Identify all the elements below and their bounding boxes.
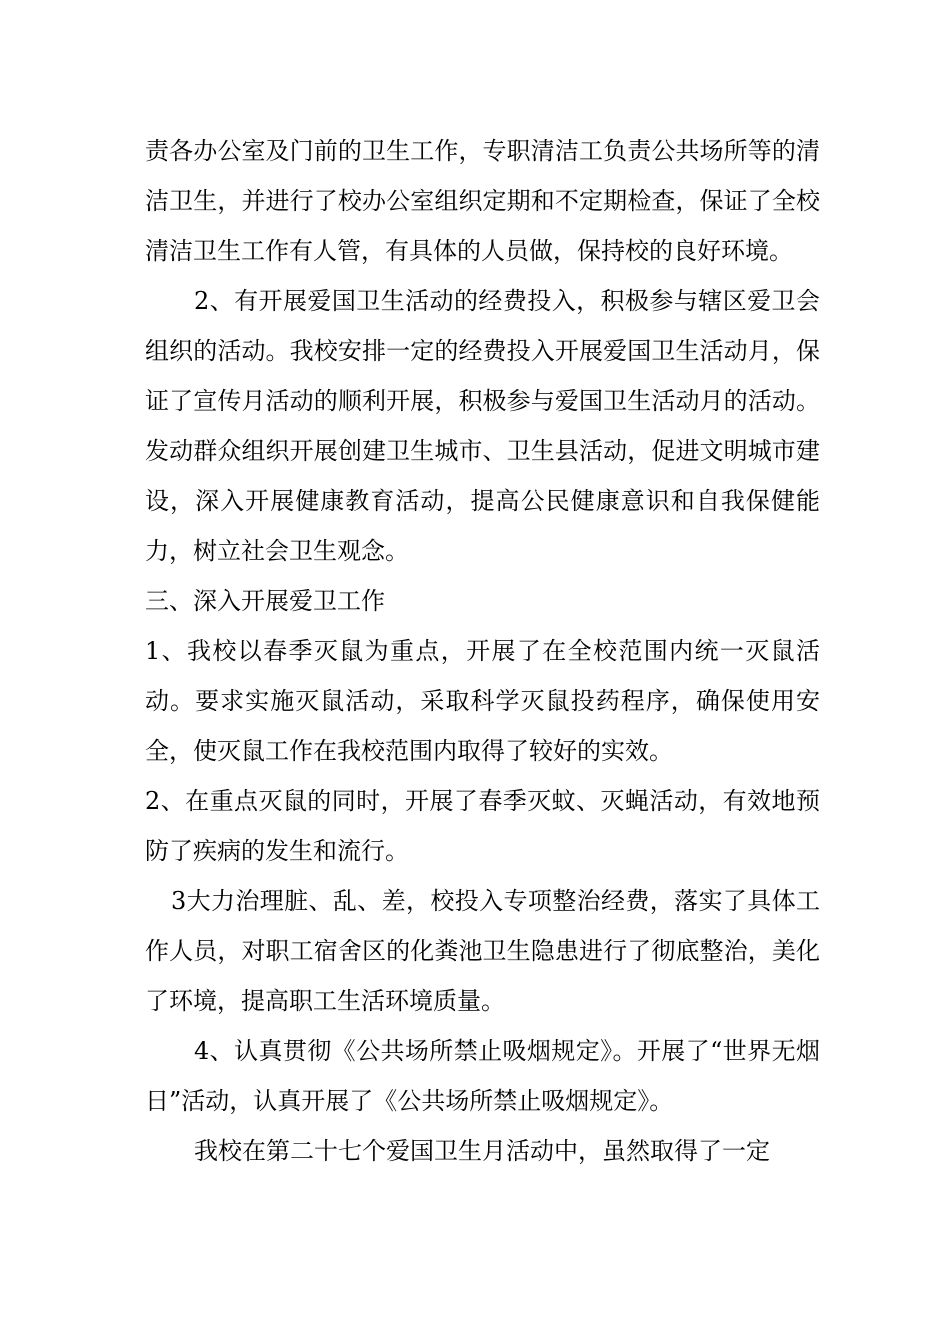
paragraph-cleaning-duties: 责各办公室及门前的卫生工作，专职清洁工负责公共场所等的清洁卫生，并进行了校办公室组织定期和不定期检查，保证了全校清洁卫生工作有人管，有具体的人员做，保持校的良好环境。	[145, 137, 820, 265]
document-body	[145, 126, 820, 1176]
paragraph-sanitation-cleanup: 3大力治理脏、乱、差，校投入专项整治经费，落实了具体工作人员，对职工宿舍区的化粪池卫生隐患进行了彻底整治，美化了环境，提高职工生活环境质量。	[145, 887, 820, 1015]
paragraph-summary: 我校在第二十七个爱国卫生月活动中，虽然取得了一定	[194, 1137, 770, 1165]
paragraph-funding: 2、有开展爱国卫生活动的经费投入，积极参与辖区爱卫会组织的活动。我校安排一定的经费投入开展爱国卫生活动月，保证了宣传月活动的顺利开展，积极参与爱国卫生活动月的活动。发动群众组织开展创建卫生城市、卫生县活动，促进文明城市建设，深入开展健康教育活动，提高公民健康意识和自我保健能力，树立社会卫生观念。	[145, 287, 820, 565]
paragraph-mosquito-fly-control: 2、在重点灭鼠的同时，开展了春季灭蚊、灭蝇活动，有效地预防了疾病的发生和流行。	[145, 787, 820, 865]
paragraph-smoking-ban: 4、认真贯彻《公共场所禁止吸烟规定》。开展了“世界无烟日”活动，认真开展了《公共场所禁止吸烟规定》。	[145, 1037, 820, 1115]
section-heading-3: 三、深入开展爱卫工作	[145, 587, 385, 615]
paragraph-rodent-control: 1、我校以春季灭鼠为重点，开展了在全校范围内统一灭鼠活动。要求实施灭鼠活动，采取科学灭鼠投药程序，确保使用安全，使灭鼠工作在我校范围内取得了较好的实效。	[145, 637, 820, 765]
